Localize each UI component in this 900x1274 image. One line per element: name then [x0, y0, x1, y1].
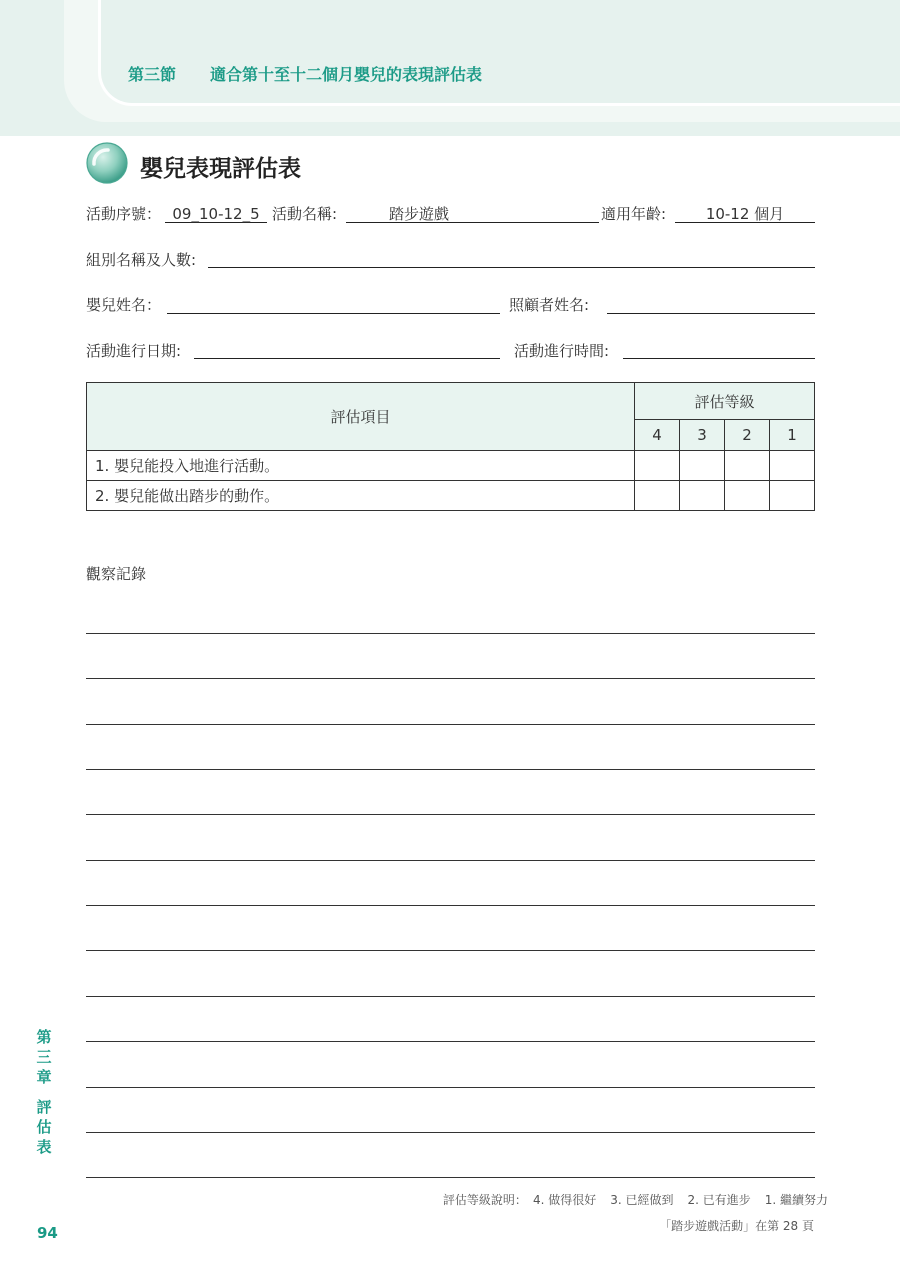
chapter-char: 第: [36, 1028, 52, 1046]
observation-line[interactable]: [86, 814, 815, 815]
chapter-char: 三: [36, 1048, 52, 1066]
grade-checkbox[interactable]: [725, 451, 770, 481]
grade-legend: [443, 1191, 828, 1208]
page-reference: 「踏步遊戲活動」在第 28 頁: [659, 1219, 814, 1233]
observation-line[interactable]: [86, 1177, 815, 1178]
grade-checkbox[interactable]: [635, 451, 680, 481]
age-label: 適用年齡:: [601, 205, 667, 223]
date-label: 活動進行日期:: [86, 342, 182, 360]
group-label: 組別名稱及人數:: [86, 251, 197, 269]
caregiver-label: 照顧者姓名:: [509, 296, 590, 314]
grade-checkbox[interactable]: [725, 481, 770, 511]
grade-1-header: 1: [770, 420, 815, 451]
date-field[interactable]: [194, 358, 500, 359]
time-field[interactable]: [623, 358, 815, 359]
header-panel: [98, 0, 900, 106]
grade-checkbox[interactable]: [770, 451, 815, 481]
section-title: 適合第十至十二個月嬰兒的表現評估表: [210, 65, 483, 84]
page-title: 嬰兒表現評估表: [140, 156, 301, 182]
chapter-name-char: 表: [36, 1138, 52, 1156]
table-row: [87, 481, 815, 511]
baby-name-label: 嬰兒姓名：: [86, 296, 162, 314]
grade-checkbox[interactable]: [635, 481, 680, 511]
activity-name-value[interactable]: 踏步遊戲: [388, 205, 449, 223]
observation-line[interactable]: [86, 950, 815, 951]
grade-checkbox[interactable]: [680, 481, 725, 511]
grade-2-header: 2: [725, 420, 770, 451]
observation-line[interactable]: [86, 769, 815, 770]
legend-item: 1. 繼續努力: [764, 1193, 828, 1207]
grade-checkbox[interactable]: [680, 451, 725, 481]
observation-line[interactable]: [86, 905, 815, 906]
chapter-name-tab: [34, 1097, 54, 1157]
chapter-char: 章: [36, 1068, 52, 1086]
activity-no-label: 活動序號：: [86, 205, 162, 223]
bubble-icon: [86, 142, 128, 184]
grade-checkbox[interactable]: [770, 481, 815, 511]
page-number: 94: [37, 1224, 58, 1242]
activity-name-label: 活動名稱:: [272, 205, 338, 223]
evaluation-table: [86, 382, 815, 511]
observation-line[interactable]: [86, 1041, 815, 1042]
table-row: [87, 451, 815, 481]
observation-line[interactable]: [86, 860, 815, 861]
grade-header: 評估等級: [635, 383, 815, 420]
item-cell: 1. 嬰兒能投入地進行活動。: [87, 451, 635, 481]
group-field[interactable]: [208, 267, 815, 268]
observation-line[interactable]: [86, 678, 815, 679]
chapter-name-char: 估: [36, 1118, 52, 1136]
observation-label: 觀察記錄: [86, 565, 147, 583]
time-label: 活動進行時間:: [514, 342, 610, 360]
chapter-name-char: 評: [36, 1098, 52, 1116]
grade-3-header: 3: [680, 420, 725, 451]
observation-line[interactable]: [86, 1132, 815, 1133]
age-value[interactable]: 10-12 個月: [705, 205, 785, 223]
legend-item: 4. 做得很好: [532, 1193, 597, 1207]
observation-line[interactable]: [86, 633, 815, 634]
observation-line[interactable]: [86, 996, 815, 997]
section-header: [128, 62, 482, 85]
section-number: 第三節: [128, 65, 177, 84]
caregiver-field[interactable]: [607, 313, 815, 314]
legend-item: 2. 已有進步: [687, 1193, 751, 1207]
observation-line[interactable]: [86, 1087, 815, 1088]
legend-item: 3. 已經做到: [610, 1193, 674, 1207]
baby-name-field[interactable]: [167, 313, 500, 314]
grade-4-header: 4: [635, 420, 680, 451]
chapter-tab: [34, 1027, 54, 1087]
item-header: 評估項目: [87, 383, 635, 451]
activity-no-value[interactable]: 09_10-12_5: [172, 205, 260, 223]
item-cell: 2. 嬰兒能做出踏步的動作。: [87, 481, 635, 511]
observation-line[interactable]: [86, 724, 815, 725]
legend-label: 評估等級說明：: [442, 1193, 527, 1207]
